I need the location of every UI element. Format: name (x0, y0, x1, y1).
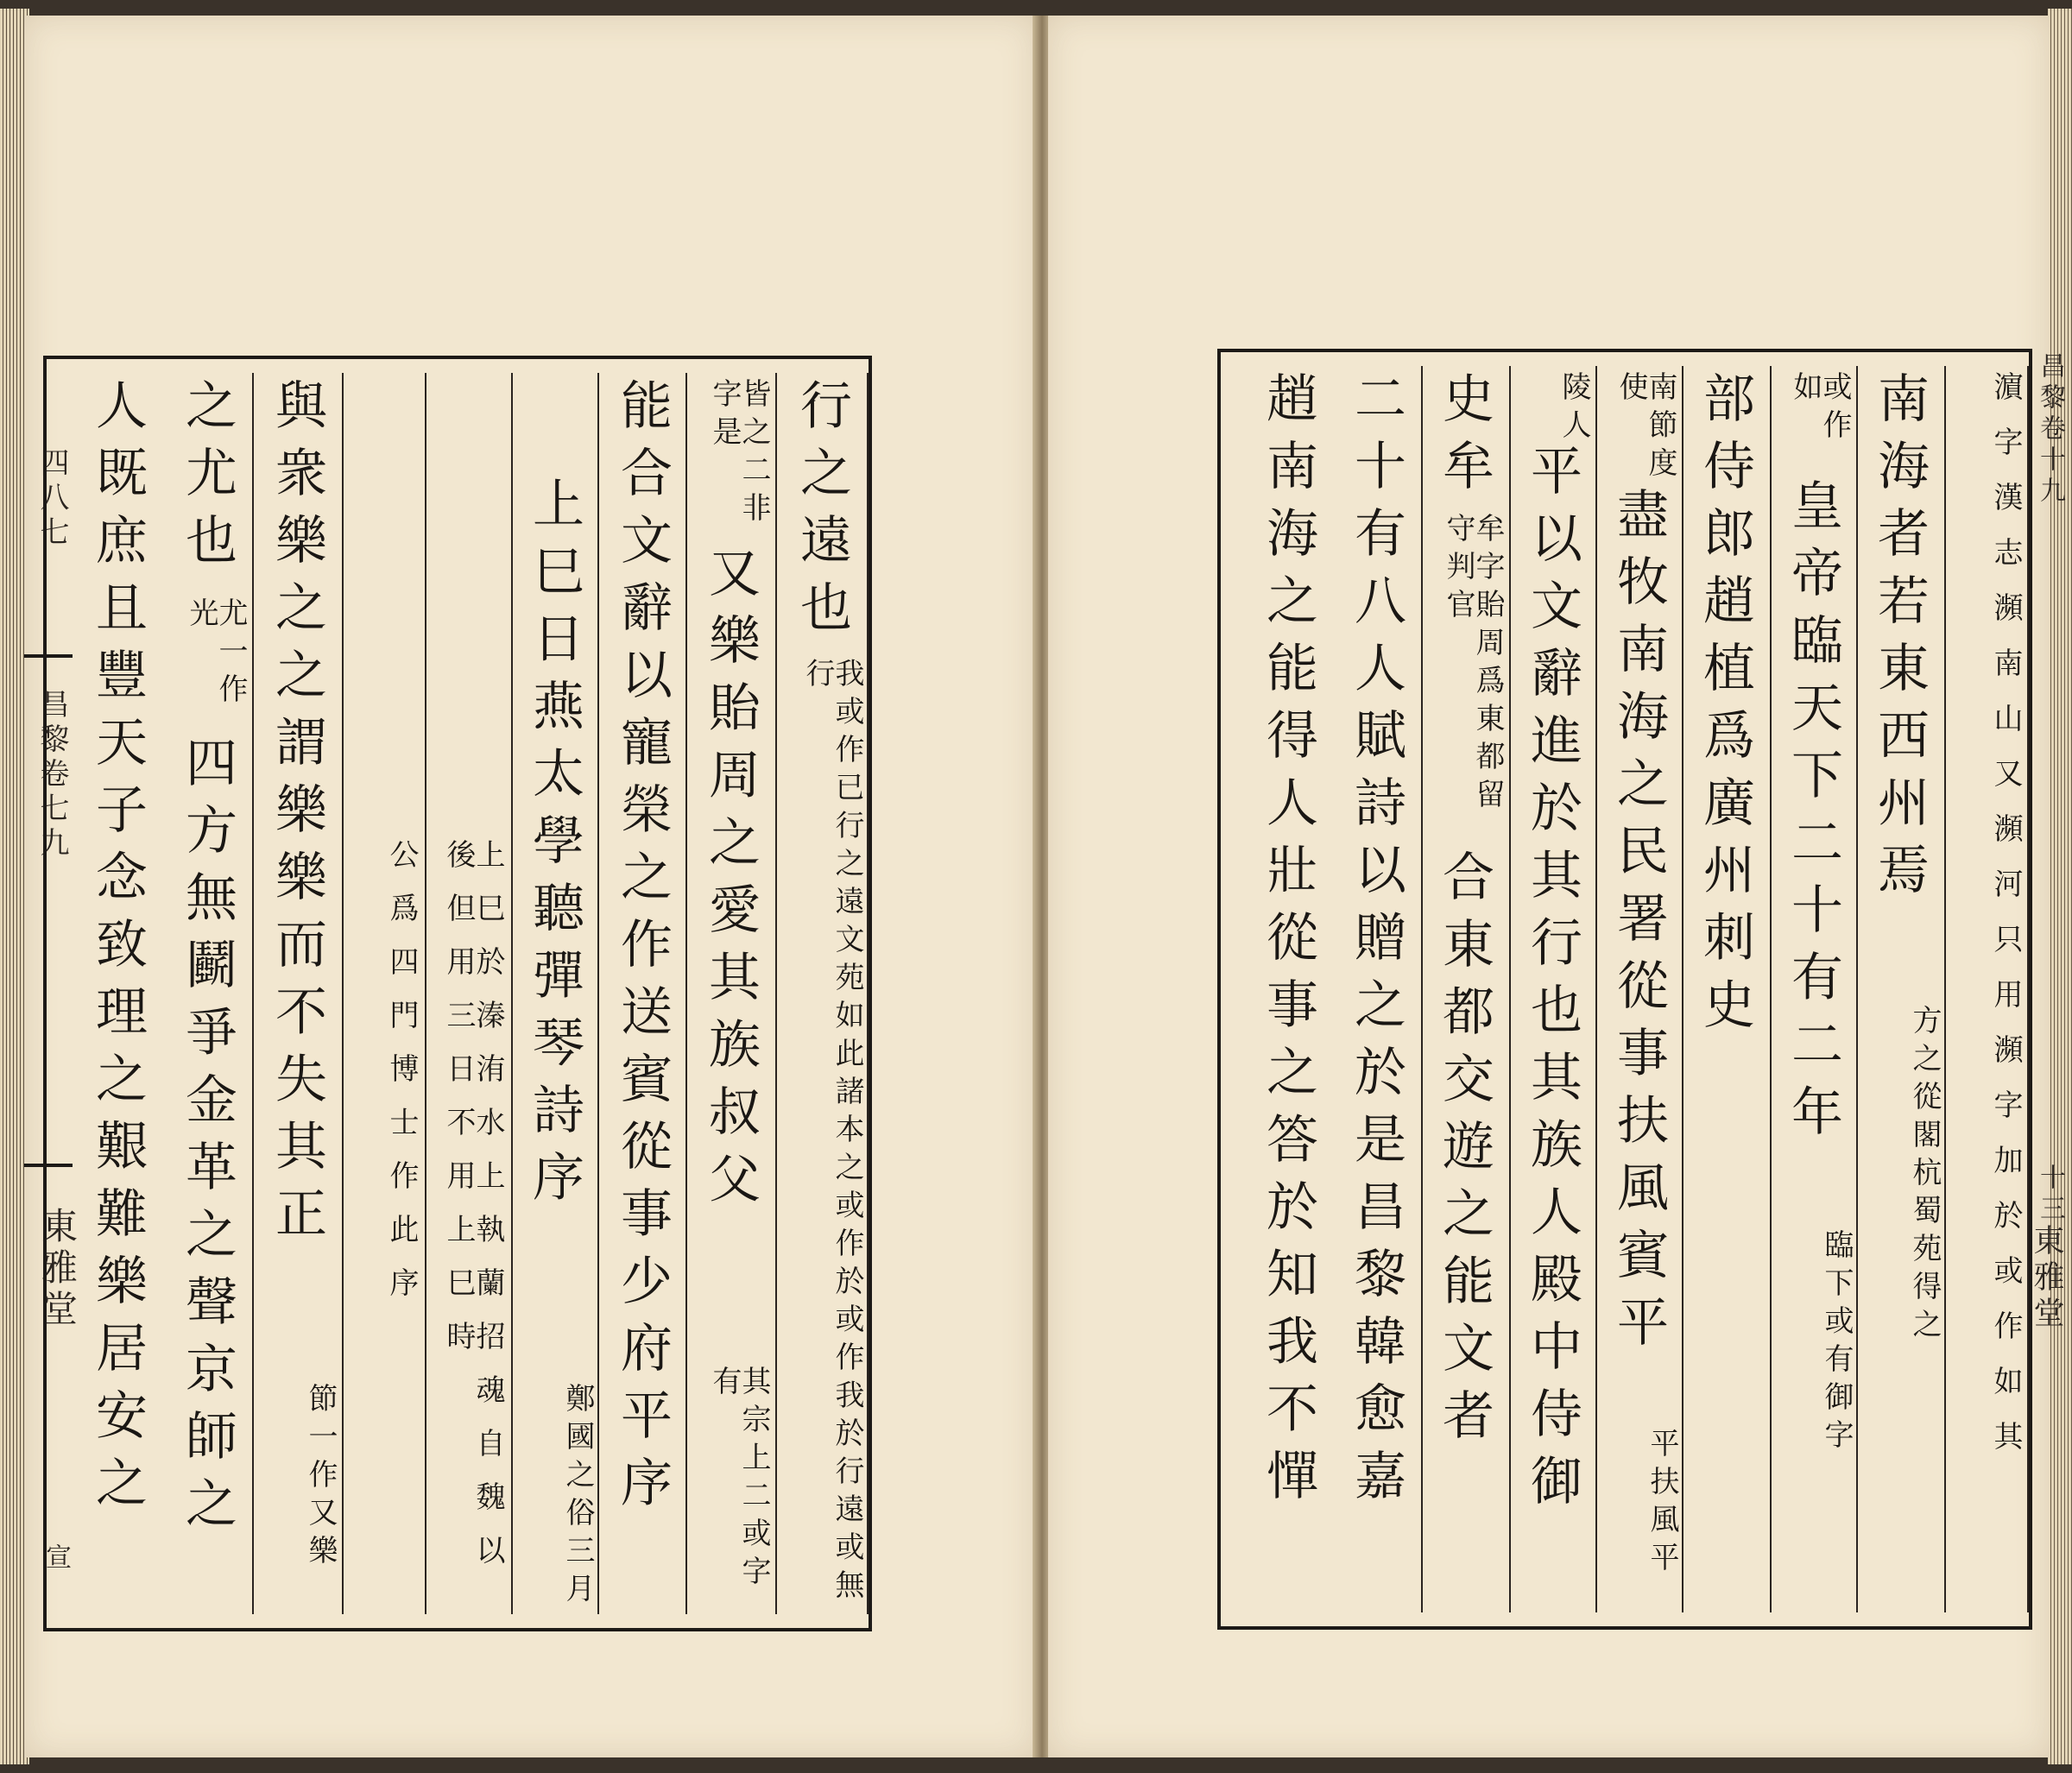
left-col-2-note-top: 皆之二非字是 (707, 378, 771, 530)
left-text-block (43, 356, 872, 1631)
right-margin-page-number: 十三 (2035, 1164, 2065, 1226)
right-col-4 (1684, 366, 1772, 1612)
left-col-6 (344, 373, 426, 1614)
left-margin-page-number: 四八七 (35, 447, 69, 551)
right-col-2-main: 南海者若東西州焉 (1869, 371, 1930, 910)
right-col-3-note: 或作如 (1788, 371, 1852, 447)
right-col-7-note: 牟字貽周爲東都留守判官 (1441, 513, 1505, 817)
left-col-5-note: 上巳於溱洧水上執蘭招魂自魏以後但用三日不用上巳時 (441, 839, 505, 1588)
right-col-4-main: 部侍郎趙植爲廣州刺史 (1695, 371, 1755, 1044)
left-margin-bottom-mark: 宣 (41, 1543, 71, 1574)
left-margin-publisher: 東雅堂 (36, 1207, 79, 1331)
left-col-5 (426, 373, 513, 1614)
right-col-7 (1423, 366, 1511, 1612)
page-edge-stack-right (2048, 9, 2072, 1764)
right-col-9 (1240, 366, 1335, 1612)
right-col-8 (1335, 366, 1423, 1612)
left-col-8-note: 尤一作光 (184, 597, 248, 711)
left-margin-title: 昌黎卷七九 (35, 689, 69, 861)
right-col-8-main: 二十有八人賦詩以贈之於是昌黎韓愈嘉 (1346, 371, 1406, 1516)
left-col-4 (513, 373, 599, 1614)
right-margin-title: 昌黎卷十九 (2035, 352, 2065, 508)
right-text-block (1217, 349, 2065, 1630)
left-col-4-note: 鄭國之俗三月 (560, 1383, 595, 1611)
right-col-6-note: 陵人 (1557, 371, 1591, 447)
left-col-9 (69, 373, 164, 1614)
right-col-6 (1511, 366, 1597, 1612)
left-col-1-main: 行之遠也 (792, 378, 852, 647)
left-col-7-main: 與衆樂之之謂樂樂而不失其正 (267, 378, 327, 1253)
left-col-4-main: 上巳日燕太學聽彈琴詩序 (524, 476, 584, 1217)
left-col-1-note: 我或作已行之遠文苑如此諸本之或作於或作我於行遠或無行 (800, 658, 864, 1607)
right-col-3-main: 皇帝臨天下二十有二年 (1783, 478, 1843, 1152)
left-col-2-main: 又樂貽周之愛其族叔父 (700, 546, 761, 1219)
right-col-3-note-2: 臨下或有御字 (1819, 1229, 1854, 1457)
right-col-7-main-2: 合東都交遊之能文者 (1434, 849, 1494, 1455)
right-col-5-main: 盡牧南海之民署從事扶風賓平 (1608, 487, 1669, 1362)
left-col-6-note: 公爲四門博士作此序 (384, 839, 419, 1321)
right-col-2-note: 方之從閣杭蜀苑得之 (1907, 1005, 1942, 1347)
left-col-1 (777, 373, 869, 1614)
right-col-5 (1597, 366, 1684, 1612)
right-col-5-note: 南節度使 (1614, 371, 1677, 485)
right-col-5-note-2: 平扶風平 (1645, 1428, 1679, 1580)
left-col-3-main: 能合文辭以寵榮之作送賓從事少府平序 (612, 378, 673, 1523)
left-col-8-main-2: 四方無鬬爭金革之聲京師之 (177, 735, 237, 1543)
left-col-8 (164, 373, 254, 1614)
right-col-1-note: 濵字漢志瀕南山又瀕河只用瀕字加於或作如其 (1988, 371, 2023, 1476)
left-col-2-note: 其宗上二或字有 (707, 1366, 771, 1593)
right-col-1 (1946, 366, 2029, 1612)
right-col-3 (1772, 366, 1858, 1612)
right-col-7-main: 史牟 (1434, 371, 1494, 506)
left-col-7-note: 節一作又樂 (303, 1383, 338, 1573)
left-col-2 (687, 373, 777, 1614)
left-col-7 (254, 373, 344, 1614)
left-col-9-main: 人既庶且豐天子念致理之艱難樂居安之 (87, 378, 148, 1523)
left-col-3 (599, 373, 687, 1614)
left-col-8-main: 之尤也 (177, 378, 237, 580)
right-margin-publisher: 東雅堂 (2029, 1224, 2064, 1333)
right-col-9-main: 趙南海之能得人壯從事之答於知我不憚 (1258, 371, 1318, 1516)
right-col-2 (1858, 366, 1946, 1612)
right-col-6-main: 平以文辭進於其行也其族人殿中侍御 (1522, 444, 1582, 1521)
